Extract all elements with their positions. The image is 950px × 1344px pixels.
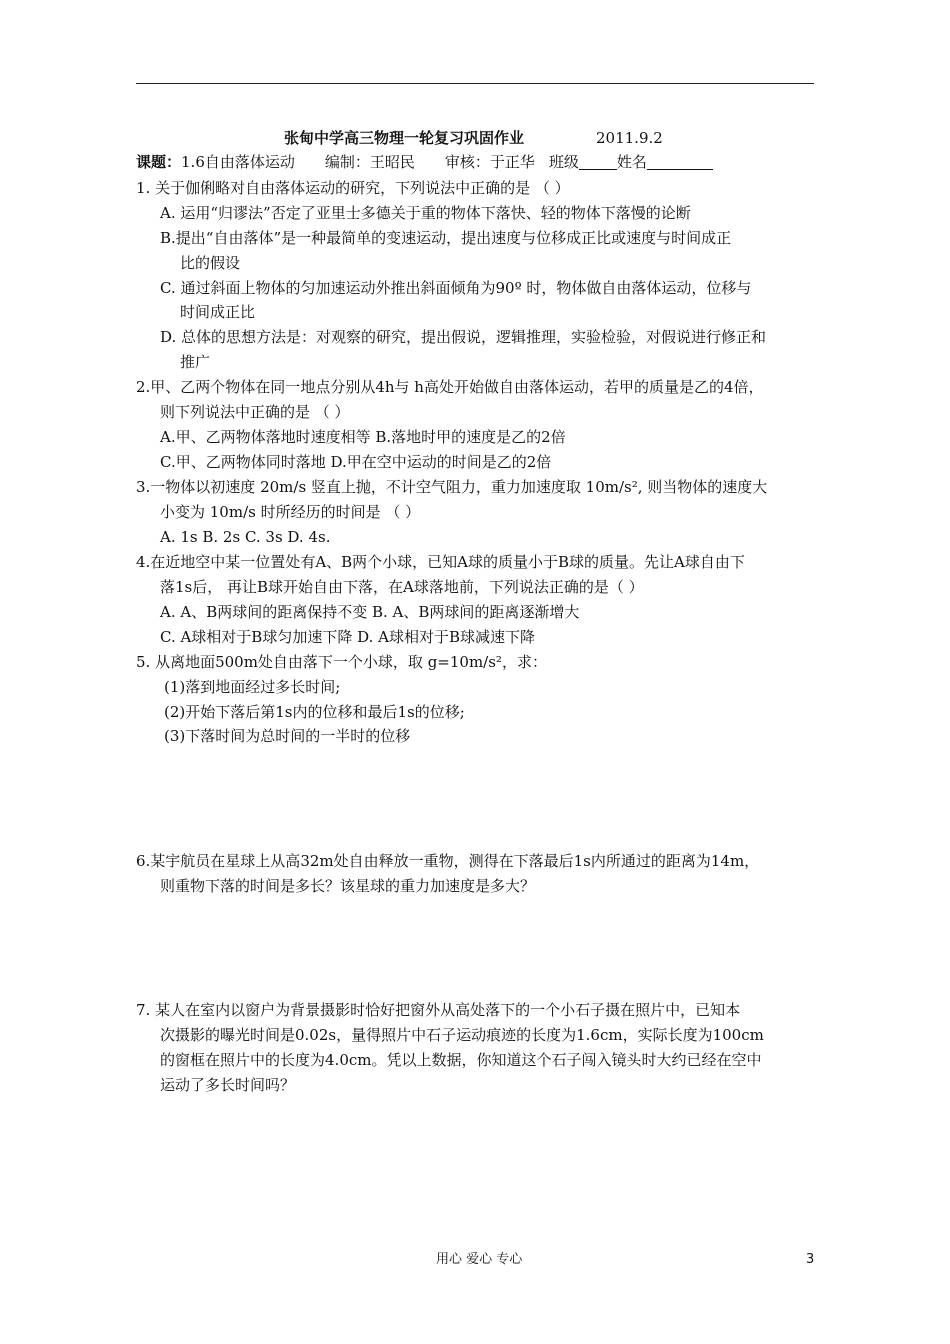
- q1-option-a: A. 运用“归谬法”否定了亚里士多德关于重的物体下落快、轻的物体下落慢的论断: [160, 204, 691, 222]
- q7-stem-cont-3: 运动了多长时间吗？: [160, 1076, 296, 1094]
- header-rule: [136, 83, 814, 84]
- q5-stem: 5. 从离地面500m处自由落下一个小球，取 g=10m/s²，求：: [136, 653, 547, 671]
- q1-option-b-cont: 比的假设: [180, 254, 241, 272]
- q1-option-c-cont: 时间成正比: [180, 303, 256, 321]
- q1-stem: 1. 关于伽俐略对自由落体运动的研究，下列说法中正确的是 （ ）: [136, 179, 570, 197]
- class-blank: [579, 154, 617, 170]
- page-title: 张甸中学高三物理一轮复习巩固作业: [284, 129, 525, 147]
- footer-text: 用心 爱心 专心: [436, 1252, 523, 1267]
- q1-option-c: C. 通过斜面上物体的匀加速运动外推出斜面倾角为90º 时，物体做自由落体运动，位移与: [160, 279, 752, 297]
- q7-stem-cont-2: 的窗框在照片中的长度为4.0cm。凭以上数据，你知道这个石子闯入镜头时大约已经在空中: [160, 1051, 762, 1069]
- q3-stem-cont: 小变为 10m/s 时所经历的时间是 （ ）: [160, 503, 421, 521]
- editor: 编制：王昭民: [324, 153, 415, 171]
- q1-option-d: D. 总体的思想方法是：对观察的研究，提出假说，逻辑推理，实验检验，对假说进行修正和: [160, 328, 767, 346]
- q4-options-ab: A. A、B两球间的距离保持不变 B. A、B两球间的距离逐渐增大: [160, 603, 580, 621]
- q1-option-b: B.提出“自由落体”是一种最简单的变速运动，提出速度与位移成正比或速度与时间成正: [160, 229, 732, 247]
- page-date: 2011.9.2: [596, 129, 663, 147]
- q4-options-cd: C. A球相对于B球匀加速下降 D. A球相对于B球减速下降: [160, 628, 535, 646]
- q4-stem: 4.在近地空中某一位置处有A、B两个小球，已知A球的质量小于B球的质量。先让A球自由下: [136, 553, 745, 571]
- class-label: 班级: [548, 153, 579, 171]
- reviewer: 审核：于正华: [444, 153, 535, 171]
- q4-stem-cont: 落1s后， 再让B球开始自由下落，在A球落地前，下列说法正确的是（ ）: [160, 578, 644, 596]
- topic-value: 1.6自由落体运动: [181, 153, 295, 171]
- q6-stem-cont: 则重物下落的时间是多长？该星球的重力加速度是多大？: [160, 877, 536, 895]
- q3-stem: 3.一物体以初速度 20m/s 竖直上抛，不计空气阻力，重力加速度取 10m/s², 则当物体的速度大: [136, 478, 768, 496]
- q2-options-cd: C.甲、乙两物体同时落地 D.甲在空中运动的时间是乙的2倍: [160, 453, 552, 471]
- topic-line: [136, 152, 713, 172]
- q7-stem: 7. 某人在室内以窗户为背景摄影时恰好把窗外从高处落下的一个小石子摄在照片中，已知本: [136, 1001, 741, 1019]
- q2-options-ab: A.甲、乙两物体落地时速度相等 B.落地时甲的速度是乙的2倍: [160, 428, 566, 446]
- q3-options: A. 1s B. 2s C. 3s D. 4s.: [160, 528, 331, 546]
- q6-stem: 6.某宇航员在星球上从高32m处自由释放一重物，测得在下落最后1s内所通过的距离为14m，: [136, 852, 760, 870]
- topic-label: 课题：: [136, 153, 182, 171]
- q2-stem: 2.甲、乙两个物体在同一地点分别从4h与 h高处开始做自由落体运动，若甲的质量是乙的4倍，: [136, 378, 764, 396]
- name-blank: [647, 154, 713, 170]
- q7-stem-cont-1: 次摄影的曝光时间是0.02s，量得照片中石子运动痕迹的长度为1.6cm，实际长度为100cm: [160, 1026, 764, 1044]
- q5-part-2: (2)开始下落后第1s内的位移和最后1s的位移;: [164, 703, 465, 721]
- q5-part-3: (3)下落时间为总时间的一半时的位移: [164, 727, 411, 745]
- name-label: 姓名: [616, 153, 647, 171]
- q1-option-d-cont: 推广: [180, 353, 211, 371]
- q2-stem-cont: 则下列说法中正确的是 （ ）: [160, 403, 350, 421]
- page-number: 3: [806, 1252, 815, 1267]
- q5-part-1: (1)落到地面经过多长时间;: [164, 678, 341, 696]
